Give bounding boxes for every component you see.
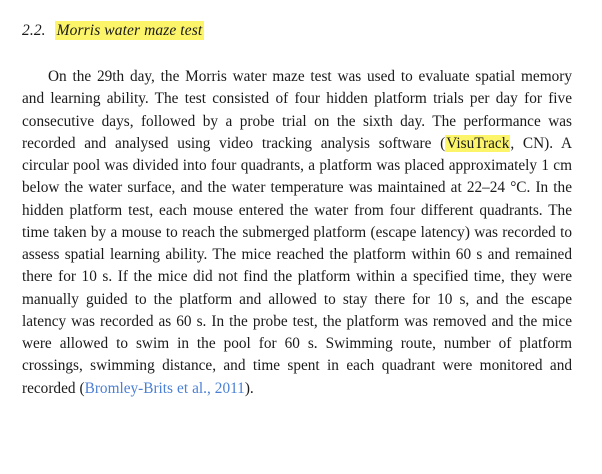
paragraph-text-part2: , CN). A circular pool was divided into four quadrants, a platform was placed approximately 1 cm below the water surface, and the water temperature was maintained at 22–24 °C. In the hidden platform test, each mouse entered the water from four different quadrants. The time taken by a mouse to reach the submerged platform (escape latency) was recorded to assess spatial learning ability. The mice reached the platform within 60 s and remained there for 10 s. If the mice did not find the platform within a specified time, they were manually guided to the platform and allowed to stay there for 10 s, and the escape latency was recorded as 60 s. In the probe test, the platform was removed and the mice were allowed to swim in the pool for 60 s. Swimming route, number of platform crossings, swimming distance, and time spent in each quadrant were monitored and recorded ( (22, 134, 572, 397)
paragraph-text-part3: ). (244, 379, 254, 397)
paragraph-text-part1: On the 29th day, the Morris water maze test was used to evaluate spatial memory and learning ability. The test consisted of four hidden platform trials per day for five consecutive days, followed by a probe trial on the sixth day. The performance was recorded and analysed using video tracking analysis software ( (22, 68, 572, 152)
section-title: Morris water maze test (56, 22, 203, 39)
section-number: 2.2. (22, 22, 46, 39)
software-name-highlight: VisuTrack (446, 134, 510, 152)
section-heading (22, 22, 572, 40)
citation-link[interactable]: Bromley-Brits et al., 2011 (84, 379, 245, 397)
body-paragraph (22, 66, 572, 400)
